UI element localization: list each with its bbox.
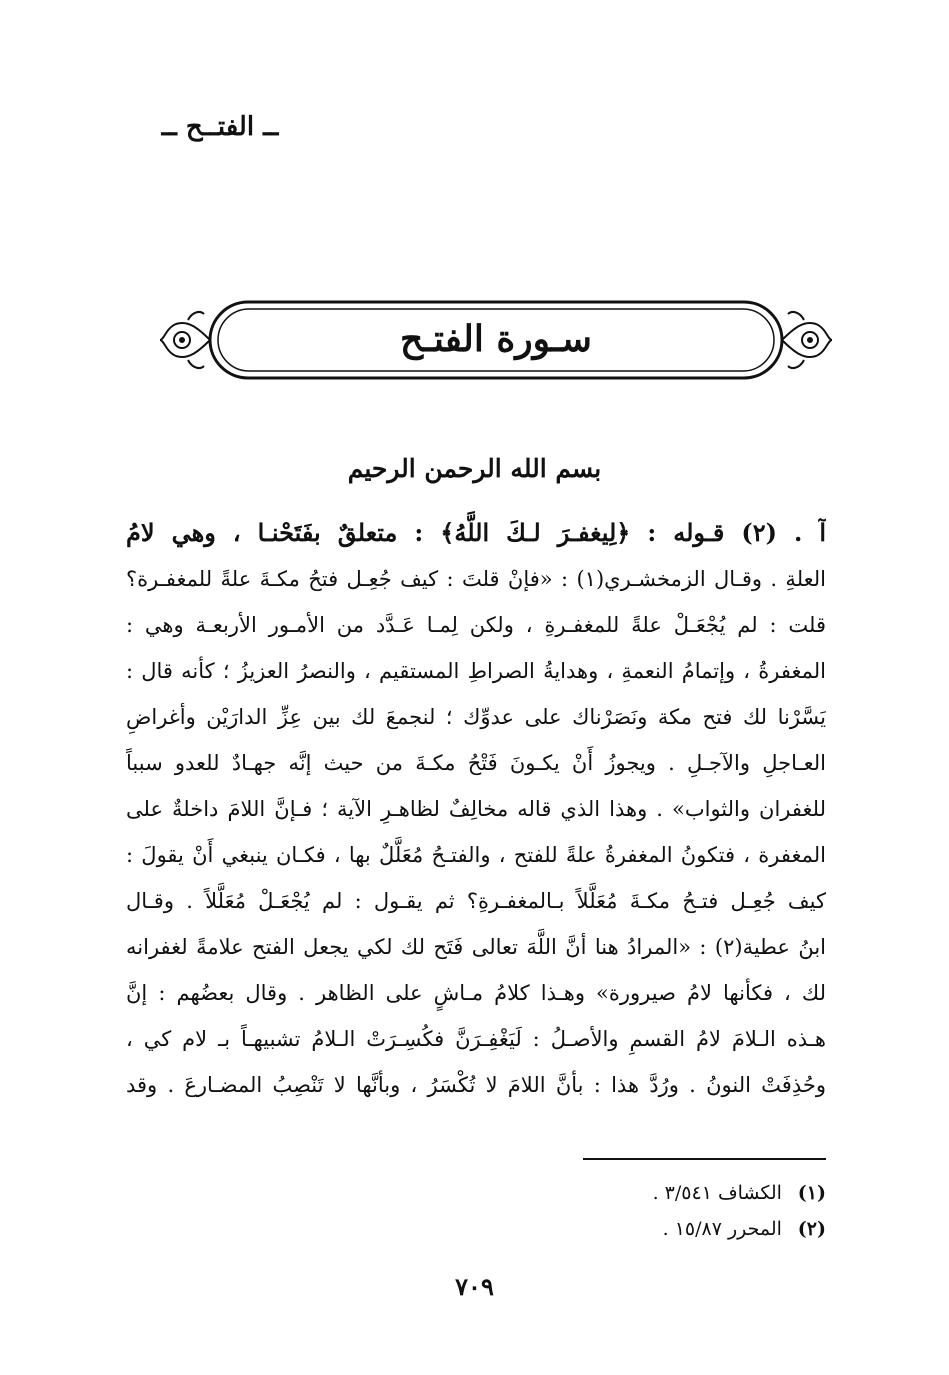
body-line: المغفرة ، فتكونُ المغفرةُ علةً للفتح ، والفتـحُ مُعَلَّلٌ بها ، فكـان ينبغي أَنْ يقولَ :: [126, 843, 826, 867]
body-line: المغفرةُ ، وإتمامُ النعمةِ ، وهدايةُ الصراطِ المستقيم ، والنصرُ العزيزُ ؛ كأنه قال :: [126, 659, 826, 683]
body-line: وحُذِفَتْ النونُ . ورُدَّ هذا : بأنَّ اللامَ لا تُكْسَرُ ، وبأنَّها لا تَنْصِبُ المضـارعَ . وقد: [126, 1073, 826, 1097]
body-line: هـذه الـلامَ لامُ القسمِ والأصـلُ : لَيَغْفِـرَنَّ فكُسِـرَتْ الـلامُ تشبيهـاً بـ لام كي ،: [126, 1027, 826, 1051]
footnote-text: الكشاف ٣/٥٤١ .: [652, 1182, 782, 1204]
footnote-text: المحرر ١٥/٨٧ .: [662, 1218, 782, 1240]
page-number: ٧٠٩: [455, 1272, 494, 1301]
running-header: ــ الفتــح ــ: [161, 112, 279, 142]
footnote-number: (١): [797, 1182, 826, 1204]
body-line: يَسَّرْنا لك فتح مكة ونَصَرْناك على عدوِّك ؛ لنجمعَ لك بين عِزِّ الدارَيْن وأغراضِ: [126, 705, 826, 729]
body-line: ابنُ عطية(٢) : «المرادُ هنا أنَّ اللَّهَ تعالى فَتَح لك لكي يجعل الفتح علامةً لغفرانه: [126, 935, 826, 959]
body-line: لك ، فكأنها لامُ صيرورة» وهـذا كلامُ مـاشٍ على الظاهر . وقال بعضُهم : إنَّ: [126, 981, 826, 1005]
body-line: العلةِ . وقـال الزمخشـري(١) : «فإنْ قلتَ : كيف جُعِـل فتحُ مكـةَ علةً للمغفـرة؟: [126, 567, 826, 591]
footnotes: [500, 1175, 826, 1247]
surah-title: سـورة الفتـح: [400, 318, 592, 360]
basmala: بسم الله الرحمن الرحيم: [347, 454, 602, 483]
commentary-body: [126, 510, 826, 1108]
body-line: العـاجلِ والآجـلِ . ويجوزُ أَنْ يكـونَ فَتْحُ مكـةَ من حيث إنَّه جهـادٌ للعدو سبباً: [126, 751, 826, 775]
surah-title-frame: [158, 298, 834, 382]
footnote: [500, 1211, 826, 1247]
footnote-number: (٢): [797, 1218, 826, 1240]
body-line: للغفران والثواب» . وهذا الذي قاله مخالِفٌ لظاهـرِ الآية ؛ فـإنَّ اللامَ داخلةٌ على: [126, 797, 826, 821]
footnote-divider: [583, 1158, 826, 1160]
body-line: آ . (٢) قـوله : ﴿لِيغفـرَ لـكَ اللَّهُ﴾ : متعلقٌ بفَتَحْنـا ، وهي لامُ: [126, 518, 826, 547]
footnote: [500, 1175, 826, 1211]
body-line: قلت : لم يُجْعَـلْ علةً للمغفـرةِ ، ولكن لِمـا عَـدَّد من الأمـور الأربعـة وهي :: [126, 613, 826, 637]
body-line: كيف جُعِـل فتـحُ مكـةَ مُعَلَّلاً بـالمغفـرةِ؟ ثم يقـول : لم يُجْعَـلْ مُعَلَّلاً . وقـال: [126, 889, 826, 913]
